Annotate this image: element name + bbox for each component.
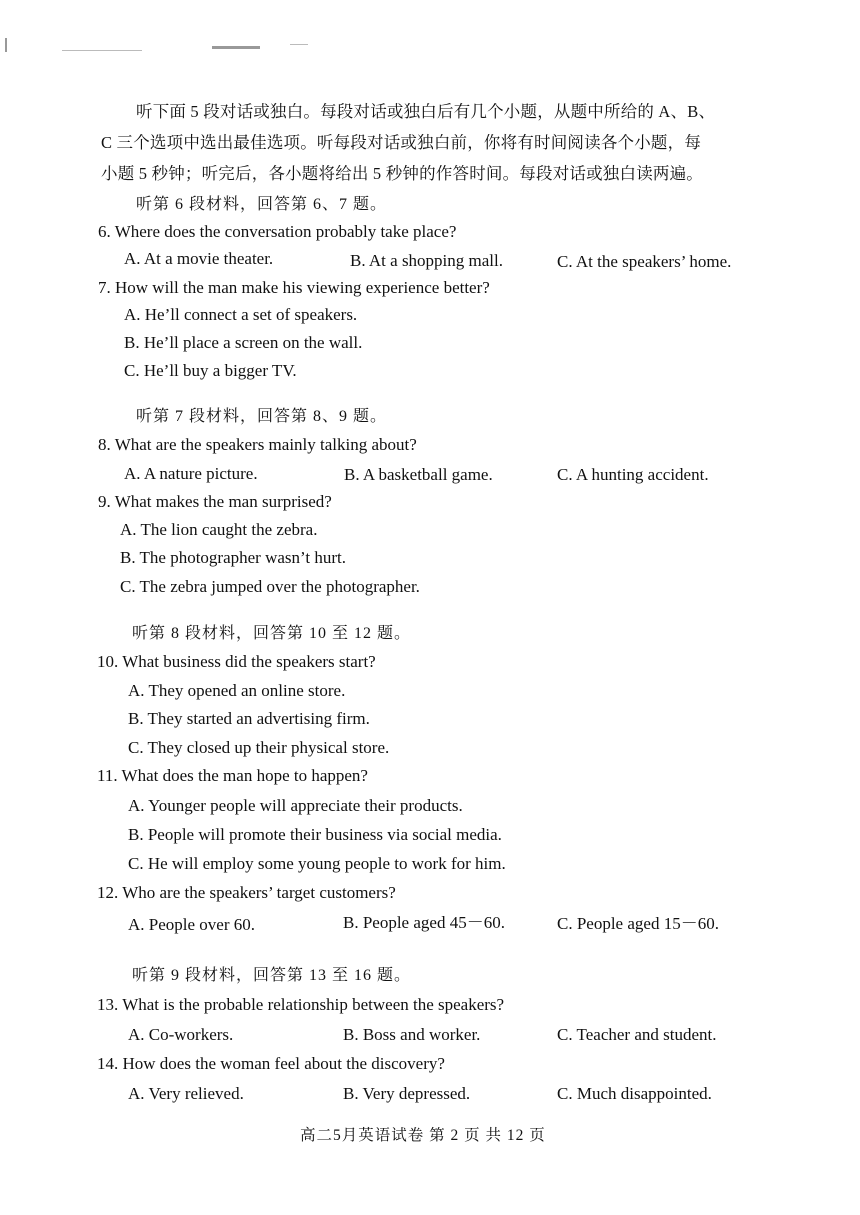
question-12-option-b: B. People aged 45－60. bbox=[343, 913, 505, 932]
question-9-option-a: A. The lion caught the zebra. bbox=[120, 520, 318, 539]
question-10-option-c: C. They closed up their physical store. bbox=[128, 738, 390, 757]
question-9-stem: 9. What makes the man surprised? bbox=[98, 492, 332, 511]
question-13-option-c: C. Teacher and student. bbox=[557, 1025, 717, 1044]
instruction-line-1: 听下面 5 段对话或独白。每段对话或独白后有几个小题，从题中所给的 A、B、 bbox=[136, 102, 716, 121]
question-12-stem: 12. Who are the speakers’ target customers? bbox=[97, 883, 396, 902]
question-8-option-a: A. A nature picture. bbox=[124, 464, 258, 483]
question-7-option-a: A. He’ll connect a set of speakers. bbox=[124, 305, 358, 324]
question-14-stem: 14. How does the woman feel about the discovery? bbox=[97, 1054, 445, 1073]
question-10-option-a: A. They opened an online store. bbox=[128, 681, 346, 700]
question-12-option-a: A. People over 60. bbox=[128, 915, 256, 934]
question-14-option-b: B. Very depressed. bbox=[343, 1084, 471, 1103]
page-footer: 高二5月英语试卷 第 2 页 共 12 页 bbox=[300, 1127, 546, 1144]
question-11-option-a: A. Younger people will appreciate their products. bbox=[128, 796, 463, 815]
question-8-option-c: C. A hunting accident. bbox=[557, 465, 709, 484]
question-14-option-c: C. Much disappointed. bbox=[557, 1084, 712, 1103]
question-8-stem: 8. What are the speakers mainly talking about? bbox=[98, 435, 417, 454]
question-6-stem: 6. Where does the conversation probably take place? bbox=[98, 222, 457, 241]
question-13-option-a: A. Co-workers. bbox=[128, 1025, 234, 1044]
instruction-line-3: 小题 5 秒钟；听完后，各小题将给出 5 秒钟的作答时间。每段对话或独白读两遍。 bbox=[101, 164, 703, 183]
question-10-option-b: B. They started an advertising firm. bbox=[128, 709, 370, 728]
question-12-option-c: C. People aged 15－60. bbox=[557, 914, 719, 933]
section-header-8: 听第 8 段材料，回答第 10 至 12 题。 bbox=[132, 625, 412, 642]
question-13-stem: 13. What is the probable relationship between the speakers? bbox=[97, 995, 505, 1014]
question-6-option-a: A. At a movie theater. bbox=[124, 249, 274, 268]
question-11-option-c: C. He will employ some young people to work for him. bbox=[128, 854, 506, 873]
question-14-option-a: A. Very relieved. bbox=[128, 1084, 244, 1103]
section-header-6: 听第 6 段材料，回答第 6、7 题。 bbox=[136, 196, 388, 213]
question-9-option-b: B. The photographer wasn’t hurt. bbox=[120, 548, 346, 567]
question-6-option-c: C. At the speakers’ home. bbox=[557, 252, 732, 271]
scan-artifact bbox=[290, 44, 308, 45]
question-6-option-b: B. At a shopping mall. bbox=[350, 251, 503, 270]
question-7-stem: 7. How will the man make his viewing experience better? bbox=[98, 278, 490, 297]
scan-artifact bbox=[212, 46, 260, 49]
question-13-option-b: B. Boss and worker. bbox=[343, 1025, 481, 1044]
scan-artifact bbox=[62, 50, 142, 51]
question-7-option-c: C. He’ll buy a bigger TV. bbox=[124, 361, 297, 380]
question-11-stem: 11. What does the man hope to happen? bbox=[97, 766, 368, 785]
question-11-option-b: B. People will promote their business via social media. bbox=[128, 825, 502, 844]
question-7-option-b: B. He’ll place a screen on the wall. bbox=[124, 333, 363, 352]
section-header-7: 听第 7 段材料，回答第 8、9 题。 bbox=[136, 408, 388, 425]
section-header-9: 听第 9 段材料，回答第 13 至 16 题。 bbox=[132, 967, 412, 984]
question-8-option-b: B. A basketball game. bbox=[344, 465, 493, 484]
question-9-option-c: C. The zebra jumped over the photographer. bbox=[120, 577, 420, 596]
question-10-stem: 10. What business did the speakers start? bbox=[97, 652, 376, 671]
instruction-line-2: C 三个选项中选出最佳选项。听每段对话或独白前，你将有时间阅读各个小题，每 bbox=[101, 133, 702, 152]
scan-artifact bbox=[5, 38, 7, 52]
